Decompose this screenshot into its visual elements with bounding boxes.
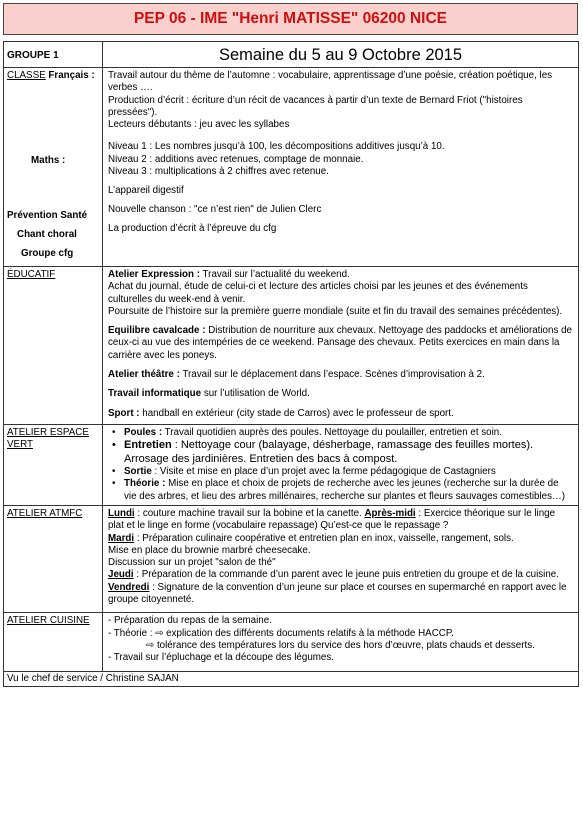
informatique-text: sur l’utilisation de World. <box>201 388 310 400</box>
atmfc-row <box>4 505 579 612</box>
bullet-icon: • <box>112 426 116 438</box>
cuisine-line-3 <box>108 640 573 652</box>
classe-label: CLASSE <box>7 70 46 81</box>
francais-line-3: Lecteurs débutants : jeu avec les syllabes <box>108 119 290 131</box>
informatique-block <box>108 388 573 400</box>
classe-content-cell <box>103 68 579 267</box>
espace-vert-list <box>108 427 573 503</box>
footer-cell: Vu le chef de service / Christine SAJAN <box>4 671 579 686</box>
groupe-cfg-text: La production d’écrit à l’épreuve du cfg <box>108 223 277 235</box>
educatif-row <box>4 267 579 425</box>
theatre-text: Travail sur le déplacement dans l’espace. Scènes d’improvisation à 2. <box>179 369 485 381</box>
vendredi-text: : Signature de la convention d’un jeune sur place et courses en supermarché en rapport avec le groupe citoyenneté. <box>108 581 567 606</box>
espace-vert-row <box>4 424 579 505</box>
mardi-title: Mardi <box>108 532 135 544</box>
jeudi-text: : Préparation de la commande d’un parent avec le jeune puis entretien du groupe et de la cuisine. <box>133 569 559 581</box>
cuisine-line-3-text: tolérance des températures lors du service des hors d’œuvre, plats chauds et desserts. <box>154 639 535 651</box>
apres-midi-title: Après-midi <box>364 507 416 519</box>
educatif-content-cell <box>103 267 579 425</box>
cuisine-line-2 <box>108 628 573 640</box>
cuisine-label: ATELIER CUISINE <box>7 615 90 627</box>
educatif-label: ÉDUCATIF <box>7 269 56 280</box>
maths-line-3: Niveau 3 : multiplications à 2 chiffres avec retenue. <box>108 166 329 178</box>
classe-label-cell <box>4 68 103 267</box>
cuisine-row <box>4 613 579 671</box>
prevention-text: L’appareil digestif <box>108 185 184 197</box>
espace-vert-content-cell <box>103 424 579 505</box>
jeudi-line <box>108 569 573 581</box>
schedule-table <box>3 41 579 687</box>
bullet-icon: • <box>112 478 116 490</box>
atmfc-content-cell <box>103 505 579 612</box>
atmfc-label: ATELIER ATMFC <box>7 507 83 519</box>
cuisine-label-cell <box>4 613 103 671</box>
expression-block <box>108 269 573 318</box>
cuisine-line-1: - Préparation du repas de la semaine. <box>108 615 272 627</box>
page-title: PEP 06 - IME "Henri MATISSE" 06200 NICE <box>3 3 578 35</box>
cuisine-content-cell <box>103 613 579 671</box>
sport-title: Sport : <box>108 407 140 419</box>
arrow-right-icon: ⇨ <box>155 627 164 639</box>
footer-row <box>4 671 579 686</box>
cuisine-line-4: - Travail sur l’épluchage et la découpe des légumes. <box>108 652 335 664</box>
groupe-cfg-label: Groupe cfg <box>21 248 74 259</box>
apres-midi-text: : Exercice théorique sur le linge plat et le linge en forme (vocabulaire repassage) Qu’est-ce que le repassage ? <box>108 507 556 532</box>
maths-line-1: Niveau 1 : Les nombres jusqu’à 100, les décompositions additives jusqu’à 10. <box>108 141 445 153</box>
educatif-label-cell <box>4 267 103 425</box>
jeudi-title: Jeudi <box>108 569 134 581</box>
header-row <box>4 42 579 68</box>
francais-label: Français : <box>48 70 95 81</box>
espace-vert-label: ATELIER ESPACE VERT <box>7 426 89 451</box>
lundi-line <box>108 508 573 533</box>
mardi-line-3: Discussion sur un projet "salon de thé" <box>108 557 276 569</box>
informatique-title: Travail informatique <box>108 388 202 400</box>
expression-lead: Travail sur l’actualité du weekend. <box>200 269 350 280</box>
espace-vert-label-cell <box>4 424 103 505</box>
bullet-icon: • <box>112 466 116 478</box>
bullet-icon: • <box>112 439 116 452</box>
francais-line-1: Travail autour du thème de l’automne : vocabulaire, apprentissage d’une poésie, création poétique, les verbes …. <box>108 70 553 94</box>
groupe-cell: GROUPE 1 <box>4 42 103 68</box>
arrow-right-icon: ⇨ <box>146 639 155 651</box>
maths-line-2: Niveau 2 : additions avec retenues, comptage de monnaie. <box>108 153 364 165</box>
expression-title: Atelier Expression : <box>108 269 201 280</box>
entretien-title: Entretien <box>124 439 172 452</box>
theorie-text: Mise en place et choix de projets de recherche avec les jeunes (recherche sur la durée de vie des arbres, et lieu des arbres millénaires, recherche sur plantes et fleurs sauvages comestibles…) <box>124 478 566 502</box>
cavalcade-title: Equilibre cavalcade : <box>108 325 206 337</box>
espace-vert-item-entretien <box>112 439 573 466</box>
mardi-line-2: Mise en place du brownie marbré cheesecake. <box>108 544 311 556</box>
sport-block <box>108 408 573 420</box>
classe-label-line <box>7 70 99 103</box>
francais-line-2: Production d’écrit : écriture d’un récit de vacances à partir d’un texte de Bernard Friot ("histoires pressées"). <box>108 94 523 118</box>
expression-line-2: Poursuite de l’histoire sur la première guerre mondiale (suite et fin du travail des semaines précédentes). <box>108 305 563 317</box>
chant-label: Chant choral <box>17 229 77 240</box>
sortie-text: : Visite et mise en place d’un projet avec la ferme pédagogique de Castagniers <box>151 466 496 478</box>
prevention-label: Prévention Santé <box>7 210 88 221</box>
espace-vert-item-theorie <box>112 478 573 503</box>
cuisine-theorie-lead: - Théorie : <box>108 627 156 639</box>
sortie-title: Sortie <box>124 466 152 478</box>
vendredi-line <box>108 582 573 607</box>
poules-title: Poules : <box>124 426 163 438</box>
espace-vert-item-sortie <box>112 466 573 478</box>
mardi-text: : Préparation culinaire coopérative et entretien plan en inox, vaisselle, rangement, sols. <box>134 532 514 544</box>
lundi-title: Lundi <box>108 507 135 519</box>
semaine-cell: Semaine du 5 au 9 Octobre 2015 <box>103 42 579 68</box>
theatre-title: Atelier théâtre : <box>108 369 180 381</box>
cavalcade-block <box>108 325 573 362</box>
vendredi-title: Vendredi <box>108 581 150 593</box>
classe-row <box>4 68 579 267</box>
expression-line-1: Achat du journal, étude de celui-ci et lecture des articles choisi par les jeunes et des événements culturelles du week-end à venir. <box>108 281 528 305</box>
entretien-text: : Nettoyage cour (balayage, désherbage, ramassage des feuilles mortes). Arrosage des jardinières. Entretien des bacs à compost. <box>124 439 534 465</box>
theatre-block <box>108 369 573 381</box>
mardi-line <box>108 533 573 545</box>
maths-label: Maths : <box>31 155 66 166</box>
poules-text: Travail quotidien auprès des poules. Nettoyage du poulailler, entretien et soin. <box>162 426 502 438</box>
cavalcade-text: Distribution de nourriture aux chevaux. Nettoyage des paddocks et améliorations de ceux-ci au vue des intempéries de ce weekend. Pansage des chevaux. Petits exercices en main dans la carrière avec les poneys. <box>108 325 572 361</box>
theorie-title: Théorie : <box>124 478 166 490</box>
sport-text: handball en extérieur (city stade de Carros) avec le professeur de sport. <box>139 407 454 419</box>
chant-text: Nouvelle chanson : "ce n’est rien" de Julien Clerc <box>108 204 322 216</box>
cuisine-line-2-text: explication des différents documents relatifs à la méthode HACCP. <box>163 627 454 639</box>
atmfc-label-cell <box>4 505 103 612</box>
espace-vert-item-poules <box>112 426 573 439</box>
lundi-text: : couture machine travail sur la bobine et la canette. <box>134 507 365 519</box>
